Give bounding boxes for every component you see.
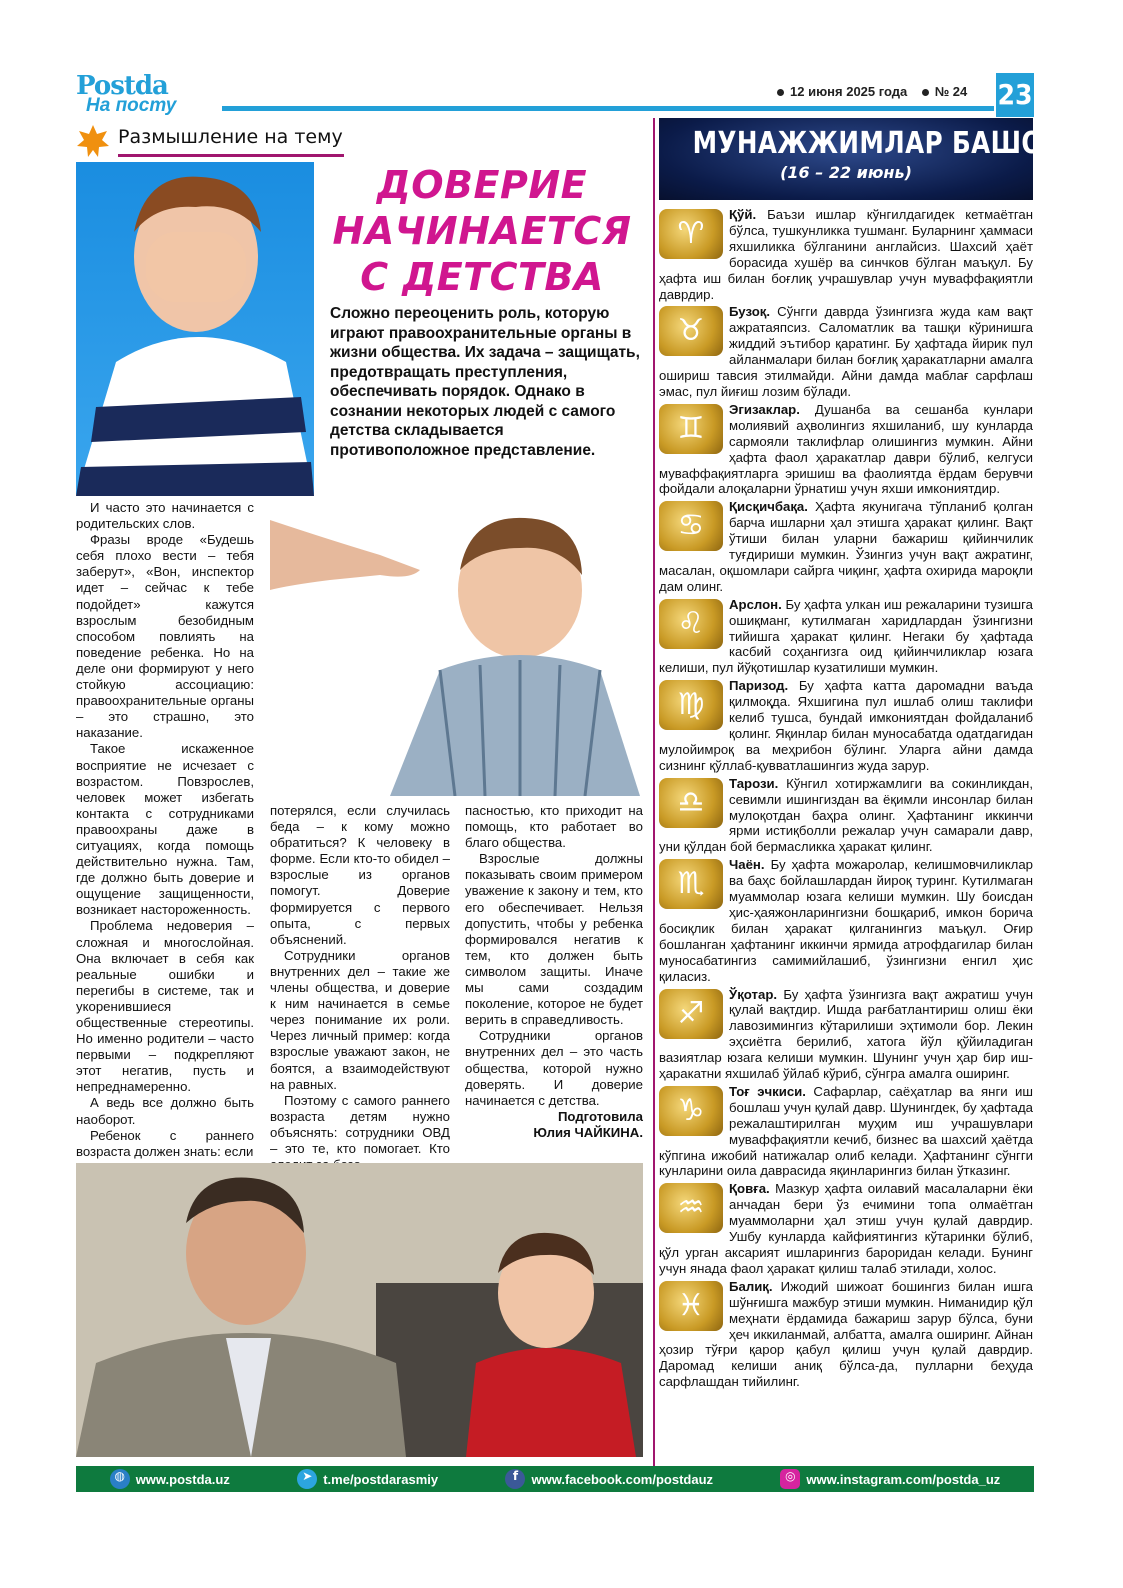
zodiac-sign-name: Қовға. xyxy=(729,1181,770,1197)
signature-label: Подготовила xyxy=(557,1108,643,1124)
zodiac-sign-name: Бузоқ. xyxy=(729,304,771,320)
scorpio-icon: ♏ xyxy=(659,859,723,909)
facebook-url: www.facebook.com/postdauz xyxy=(531,1471,714,1487)
photo-man-and-boy xyxy=(76,1163,643,1457)
taurus-icon: ♉ xyxy=(659,306,723,356)
zodiac-sign-name: Чаён. xyxy=(729,857,765,873)
globe-icon: ◍ xyxy=(110,1469,130,1489)
zodiac-forecast: Бу ҳафта улкан иш режаларини тузишга ошиқманг, кутилмаган харидлардан ўзингизни тийишга ҳаракат қилинг. Негаки бу ҳафтада касбий соҳангизга оид қийинчиликлар юзага келиши, пул йўқотишлар кузатилиши мумкин. xyxy=(659,596,1033,676)
paragraph: И часто это начинается с родительских слов. xyxy=(76,500,254,532)
logo-top: Postda xyxy=(76,71,168,101)
zodiac-forecast: Душанба ва сешанба кунлари молиявий аҳволингиз яхшиланиб, шу кунларда сармояли таклифлар олишингиз мумкин. Айни ҳафта фаол ҳаракатлар даври бўлиб, келгуси муваффақиятларга эришиш ва фаолиятда ёрдам берувчи фойдали алоқаларни ўрнатиш учун яхши имкониятдир. xyxy=(659,401,1034,497)
paragraph: Такое искаженное восприятие не исчезает с возрастом. Повзрослев, человек может избегать контакта с сотрудниками правоохраны даже в ситуациях, когда помощь действительно нужна. Там, где должно быть доверие и ощущение защищенности, возникает настороженность. xyxy=(76,741,254,918)
telegram-url: t.me/postdarasmiy xyxy=(323,1471,439,1487)
logo-bottom: На посту xyxy=(86,95,177,116)
zodiac-forecast: Бу ҳафта катта даромадни ваъда қилмоқда. Яхшигина пул ишлаб олиш таклифи келиб тушса, бундай имкониятдан фойдаланиб қолинг. Яқинлар билан муносабатда одатдагидан мулойимроқ ва меҳрибон бўлинг. Уларга айни дамда сизнинг қўллаб-қувватлашингиз жуда зарур. xyxy=(659,678,1033,773)
virgo-icon: ♍ xyxy=(659,680,723,730)
sagittarius-icon: ♐ xyxy=(659,989,723,1039)
paragraph: потерялся, если случилась беда – к кому можно обратиться? К человеку в форме. Если кто-то обидел – взрослые из органов помогут. Доверие формируется с первого опыта, с первых объяснений. xyxy=(270,803,450,947)
footer-website-link[interactable] xyxy=(110,1469,230,1489)
aquarius-icon: ♒ xyxy=(659,1183,723,1233)
horoscope-dates: (16 – 22 июнь) xyxy=(780,163,912,182)
signature-author: Юлия ЧАЙКИНА. xyxy=(533,1124,643,1140)
footer-instagram-link[interactable] xyxy=(780,1469,1000,1489)
star-icon xyxy=(76,124,110,158)
horoscope-item-pisces xyxy=(659,1279,1033,1390)
photo-boy-pointing-finger xyxy=(270,500,640,796)
zodiac-sign-name: Паризод. xyxy=(729,678,789,694)
horoscope-item-leo xyxy=(659,597,1033,677)
zodiac-sign-name: Тоғ эчкиси. xyxy=(729,1083,806,1099)
paragraph: пасностью, кто приходит на помощь, кто работает во благо общества. xyxy=(465,803,643,851)
zodiac-forecast: Ҳафта якунигача тўпланиб қолган барча ишларни ҳал этишга ҳаракат қилинг. Вақт ўтиши билан уларни бажариш қийинчилик туғдириши мумкин. Ўзингиз учун вақт ажратинг, масалан, оқшомлари сайрга чиқинг, ҳафта охирида мароқли дам олинг. xyxy=(659,499,1033,594)
title-line-1: ДОВЕРИЕ xyxy=(376,163,588,207)
horoscope-title: МУНАЖЖИМЛАР БАШОРАТИ xyxy=(692,126,1119,161)
paragraph: Проблема недоверия – сложная и многослойная. Она включает в себя как реальные ошибки и перегибы в системе, так и укоренившиеся общественные стереотипы. Но именно родители – часто первыми – подкрепляют этот негатив, пусть и непреднамеренно. xyxy=(76,918,254,1095)
horoscope-item-taurus xyxy=(659,304,1033,399)
paragraph: Взрослые должны показывать своим примером уважение к закону и тем, кто его обеспечивает. Нельзя допустить, чтобы у ребенка формировался негатив к тем, кто должен быть символом защиты. Иначе мы сами создадим поколение, которое не будет верить в справедливость. xyxy=(465,851,643,1028)
article-column-2 xyxy=(270,803,450,1173)
leo-icon: ♌ xyxy=(659,599,723,649)
horoscope-item-capricorn xyxy=(659,1084,1033,1179)
zodiac-forecast: Мазкур ҳафта оилавий масалаларни ёки анчадан бери ўз ечимини топа олмаётган муаммоларни ҳал этиш учун қулай даврдир. Ушбу кунларда кайфиятингиз кўтаринки бўлиб, қўл урган аксарият ишларингиз бароридан келади. Бунинг учун янада фаол ҳаракат қилиш талаб этилади, холос. xyxy=(659,1181,1033,1276)
paragraph: Поэтому с самого раннего возраста детям нужно объяснять: сотрудники ОВД – это те, кто помогает. Кто xyxy=(270,1092,450,1156)
libra-icon: ♎ xyxy=(659,778,723,828)
zodiac-forecast: Кўнгил хотиржамлиги ва сокинликдан, севимли ишингиздан ва ёқимли инсонлар билан мулоқотдан баҳра олинг. Ҳафтанинг иккинчи ярми истиқболли режалар учун самарали давр, уни қўлдан бой бермасликка ҳаракат қилинг. xyxy=(659,775,1033,855)
zodiac-sign-name: Тарози. xyxy=(729,775,779,791)
logo xyxy=(76,72,206,118)
zodiac-forecast: Сафарлар, саёҳатлар ва янги иш бошлаш учун қулай давр. Шунингдек, бу ҳафтада режалаштирилган муҳим иш учрашувлари муваффақиятли кечиб, бизнес ва шахсий ҳаётда кўпгина ижобий натижалар олиб келади. Ҳафтанинг сўнгги кунларини оила даврасида яқинларингиз билан ўтказинг. xyxy=(659,1083,1033,1179)
article-title xyxy=(322,162,642,300)
zodiac-sign-name: Қўй. xyxy=(729,207,757,222)
instagram-icon: ◎ xyxy=(780,1469,800,1489)
issue-info xyxy=(777,84,967,99)
capricorn-icon: ♑ xyxy=(659,1086,723,1136)
article-lead: Сложно переоценить роль, которую играют правоохранительные органы в жизни общества. Их задача – защищать, предотвращать преступления, обеспечивать порядок. Однако в сознании некоторых людей с самого детства складывается противоположное представление. xyxy=(330,305,640,459)
paragraph: Ребенок с раннего возраста должен знать: если xyxy=(76,1127,254,1159)
website-url: www.postda.uz xyxy=(135,1471,230,1487)
footer-telegram-link[interactable] xyxy=(297,1469,438,1489)
title-line-3: С ДЕТСТВА xyxy=(360,255,604,299)
horoscope-item-aries xyxy=(659,207,1033,302)
gemini-icon: ♊ xyxy=(659,404,723,454)
footer-bar xyxy=(76,1466,1034,1492)
title-line-2: НАЧИНАЕТСЯ xyxy=(332,209,632,253)
horoscope-item-sagittarius xyxy=(659,987,1033,1082)
zodiac-sign-name: Қисқичбақа. xyxy=(729,499,808,515)
zodiac-sign-name: Эгизаклар. xyxy=(729,401,800,417)
horoscope-item-scorpio xyxy=(659,857,1033,984)
zodiac-forecast: Бу ҳафта можаролар, келишмовчиликлар ва баҳс бойлашлардан йироқ туринг. Кутилмаган муаммолар юзага келиши мумкин. Шу боисдан ҳис-ҳаяжонларингизни бошқариб, имкон борича босиқлик билан ҳаракат қилганингиз маъқул. Оғир бошланган ҳафтанинг иккинчи ярмида атрофдагилар билан муносабатингиз самимийлашиб, ўзингизни енгил ҳис қиласиз. xyxy=(659,857,1034,984)
article-column-3 xyxy=(465,803,643,1141)
zodiac-forecast: Сўнгги даврда ўзингизга жуда кам вақт ажратаяпсиз. Саломатлик ва ташқи кўринишга жиддий эътибор қаратинг. Бу ҳафтада йирик пул айланмалари билан боғлиқ ҳаракатларни амалга ошириш тавсия этилмайди. Айни дамда маблағ сарфлаш эмас, пул йиғиш лозим бўлади. xyxy=(659,304,1033,399)
zodiac-forecast: Ижодий шижоат бошингиз билан ишга шўнғишга мажбур этиши мумкин. Ниманидир қўл меҳнати ёрдамида бажариш зарур бўлса, буни ҳеч иккиланмай, албатта, амалга оширинг. Айнан ҳозир тўғри қарор қабул қилиш учун қулай даврдир. Даромад келиши аниқ бўлса-да, пулларни беҳуда сарфлашдан тийилинг. xyxy=(659,1278,1033,1390)
rubric-title: Размышление на тему xyxy=(118,126,343,148)
pisces-icon: ♓ xyxy=(659,1281,723,1331)
cancer-icon: ♋ xyxy=(659,501,723,551)
horoscope-item-aquarius xyxy=(659,1181,1033,1276)
horoscope-item-virgo xyxy=(659,678,1033,773)
horoscope-list xyxy=(659,207,1033,1392)
issue-number: № 24 xyxy=(934,84,968,99)
paragraph: А ведь все должно быть наоборот. xyxy=(76,1095,254,1127)
horoscope-banner xyxy=(659,118,1119,200)
rubric-underline xyxy=(118,154,344,157)
photo-child-covering-face xyxy=(76,162,314,496)
horoscope-item-libra xyxy=(659,776,1033,856)
zodiac-sign-name: Балиқ. xyxy=(729,1278,773,1294)
header-rule xyxy=(222,106,994,111)
page-number: 23 xyxy=(996,73,1034,117)
horoscope-item-cancer xyxy=(659,499,1033,594)
footer-facebook-link[interactable] xyxy=(505,1469,713,1489)
column-divider xyxy=(653,118,655,1468)
horoscope-item-gemini xyxy=(659,402,1033,497)
aries-icon: ♈ xyxy=(659,209,723,259)
zodiac-forecast: Баъзи ишлар кўнгилдагидек кетмаётган бўлса, тушкунликка тушманг. Буларнинг ҳаммаси яхшиликка бўлганини англайсиз. Шахсий ҳаёт борасида хушёр ва синчков бўлган маъқул. Бу ҳафта иш билан боғлиқ учрашувлар учун муваффақиятли даврдир. xyxy=(659,207,1033,302)
instagram-url: www.instagram.com/postda_uz xyxy=(806,1471,1001,1487)
paragraph: Фразы вроде «Будешь себя плохо вести – тебя заберут», «Вон, инспектор идет – сейчас к тебе подойдет» кажутся взрослым безобидным способом повлиять на поведение ребенка. Но на деле они формируют у него стойкую ассоциацию: правоохранительные органы – это страшно, это наказание. xyxy=(76,532,254,741)
zodiac-forecast: Бу ҳафта ўзингизга вақт ажратиш учун қулай вақтдир. Ишда рағбатлантириш олиш ёки лавозимингиз кўтарилиши эҳтимоли бор. Лекин эҳсиётга берилиб, хатога йўл қўйиладиган вазиятлар юзага келиши мумкин. Шунинг учун ҳар бир иш-ҳаракатни яхшилаб ўйлаб кўриб, сўнгра амалга оширинг. xyxy=(659,986,1033,1082)
paragraph: Сотрудники органов внутренних дел – такие же члены общества, и доверие к ним начинается в семье через понимание их роли. Через личный пример: когда взрослые уважают закон, не боятся, а взаимодействуют на равных. xyxy=(270,947,450,1092)
article-column-1 xyxy=(76,500,254,1160)
telegram-icon: ➤ xyxy=(297,1469,317,1489)
zodiac-sign-name: Ўқотар. xyxy=(729,986,778,1002)
zodiac-sign-name: Арслон. xyxy=(729,596,782,612)
issue-date: 12 июня 2025 года xyxy=(790,84,908,99)
paragraph: Сотрудники органов внутренних дел – это часть общества, которой нужно доверять. И доверие начинается с детства. xyxy=(465,1028,643,1108)
facebook-icon: f xyxy=(505,1469,525,1489)
